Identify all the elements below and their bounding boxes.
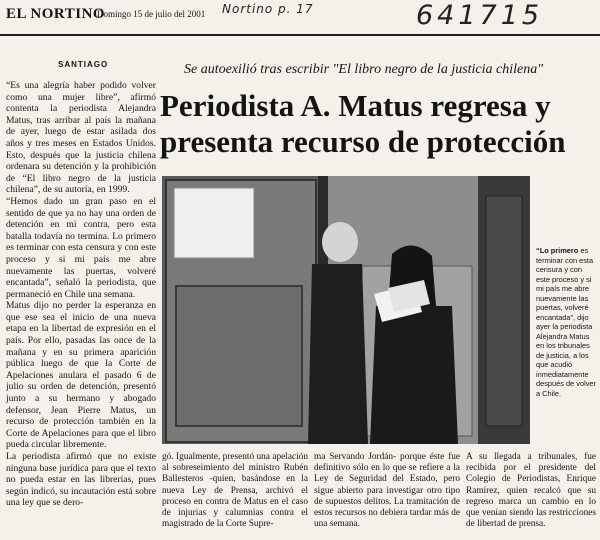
bottom-column-3: A su llegada a tribunales, fue recibida por el presidente del Colegio de Periodistas, Enrique Ramírez, quien recalcó que su regreso marca un cambio en lo que venían siendo las restricciones de libertad de prensa. bbox=[466, 452, 596, 530]
news-photo bbox=[162, 176, 530, 444]
section-label: SANTIAGO bbox=[58, 60, 109, 69]
caption-text: es terminar con esta censura y con este proceso y si mi país me abre nuevamente las puertas, volveré encantada”, dijo ayer la periodista Alejandra Matus en los tribunales de justicia, a los que acudió inmediatamente después de volver a Chile. bbox=[536, 246, 596, 398]
bottom-column-1: gó. Igualmente, presentó una apelación al sobreseimiento del ministro Rubén Ballesteros -quien, basándose en la nueva Ley de Prensa, archivó el proceso en contra de Matus en el caso de injurias y calumnias contra el magistrado de la Corte Supre- bbox=[162, 452, 308, 530]
dateline: Domingo 15 de julio del 2001 bbox=[97, 9, 206, 19]
caption-quote: “Lo primero bbox=[536, 246, 579, 255]
catalog-number-stamp: 641715 bbox=[416, 0, 544, 31]
photo-caption bbox=[536, 246, 596, 398]
newspaper-masthead: EL NORTINO bbox=[6, 6, 106, 22]
paragraph: La periodista afirmó que no existe ninguna base jurídica para que el texto no pueda estar en las librerías, pues según indicó, su incautación está sobre una ley que se dero- bbox=[6, 451, 156, 509]
headline bbox=[160, 88, 590, 160]
paragraph: “Es una alegría haber podido volver como una mujer libre”, afirmó contenta la periodista Alejandra Matus, tras arribar al país la mañana de ayer, luego de estar asilada dos años y tres meses en Estados Unidos. Esto, después que la justicia chilena ordenara su detención y la prohibición de “El libro negro de la justicia chilena”, de su autoría, en 1999. bbox=[6, 80, 156, 196]
headline-line-1: Periodista A. Matus regresa y bbox=[160, 88, 551, 123]
paragraph: Matus dijo no perder la esperanza en que ese sea el inicio de una nueva etapa en la libertad de expresión en el país. Por ello, pasadas las once de la mañana y en su primera aparición pública luego de que la Corte de Apelaciones anulara el pasado 6 de julio su orden de detención, presentó junto a su hermano y abogado defensor, Jean Pierre Matus, un recurso de protección también en la Corte de Apelaciones para que el libro pueda circular libremente. bbox=[6, 300, 156, 451]
bottom-column-2: ma Servando Jordán- porque éste fue definitivo sólo en lo que se refiere a la Ley de Seguridad del Estado, pero sigue abierto para investigar otro tipo de supuestos delitos. La tramitación de estos recursos no debiera tardar más de una semana. bbox=[314, 452, 460, 530]
paragraph: “Hemos dado un gran paso en el sentido de que ya no hay una orden de detención en mi contra, pero esta batalla todavía no termina. Lo primero es terminar con esta censura y con este proceso y si mi país me abre nuevamente las puertas, volveré encantada”, señaló la periodista, que permaneció en Chile una semana. bbox=[6, 195, 156, 300]
headline-line-2: presenta recurso de protección bbox=[160, 124, 566, 159]
left-text-column bbox=[6, 80, 156, 509]
kicker-subheadline: Se autoexilió tras escribir "El libro negro de la justicia chilena" bbox=[184, 62, 544, 77]
header-divider bbox=[0, 34, 600, 36]
handwritten-note: Nortino p. 17 bbox=[222, 2, 314, 16]
photo-illustration bbox=[162, 176, 530, 444]
